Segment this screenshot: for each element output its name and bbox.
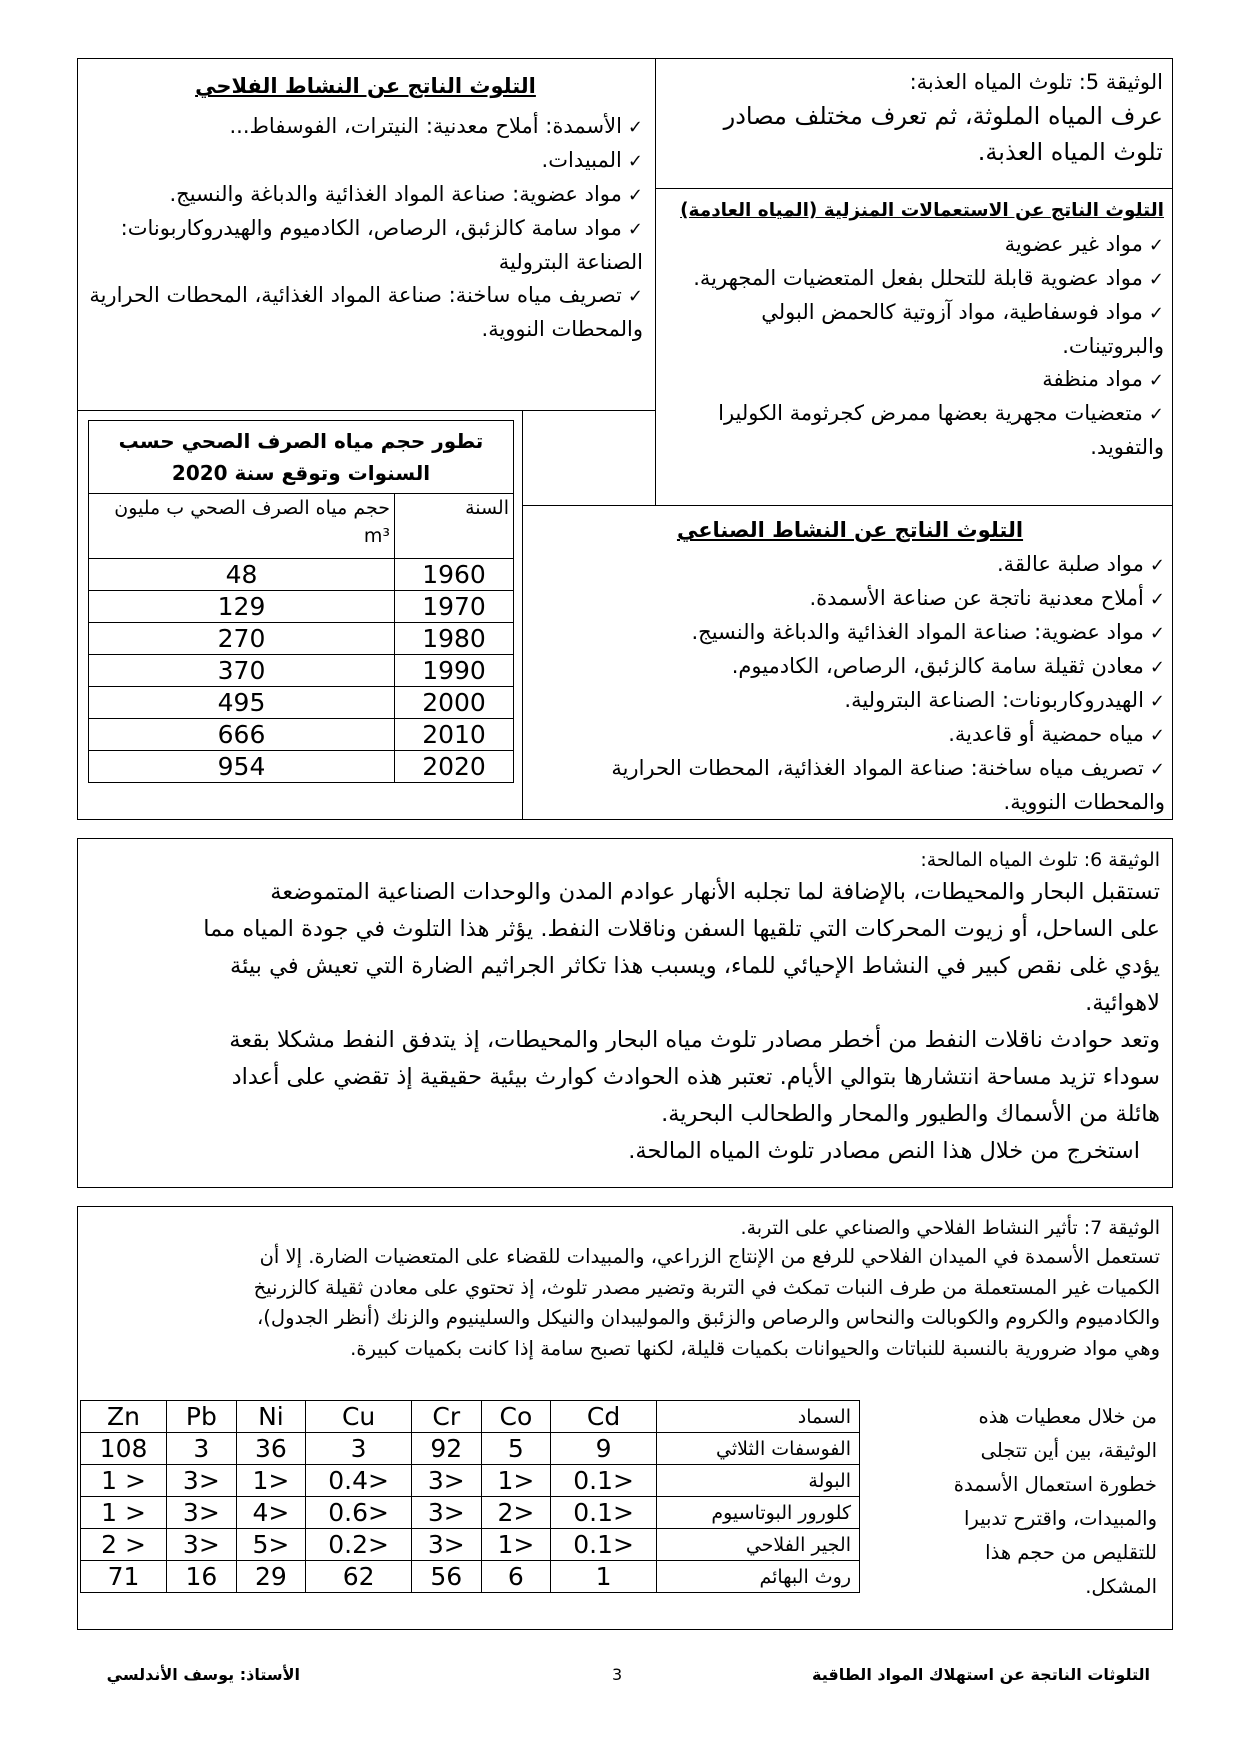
doc6-line: وتعد حوادث ناقلات النفط من أخطر مصادر تلوث مياه البحار والمحيطات، إذ يتدفق النفط مشكلا بقعة xyxy=(229,1027,1160,1053)
industrial-item: ✓معادن ثقيلة سامة كالزئبق، الرصاص، الكادميوم. xyxy=(731,654,1165,678)
check-icon: ✓ xyxy=(1148,269,1164,290)
table-row: 1960 48 xyxy=(89,559,514,591)
agri-list xyxy=(88,110,643,346)
table-row: 1 > 3> 1> 0.4> 3> 1> 0.1> البولة xyxy=(81,1465,860,1497)
col-year-header: السنة xyxy=(395,494,514,559)
table-row: 1980 270 xyxy=(89,623,514,655)
check-icon: ✓ xyxy=(1149,691,1165,712)
table-row: 1 > 3> 4> 0.6> 3> 2> 0.1> كلورور البوتاسيوم xyxy=(81,1497,860,1529)
metal-header: Pb xyxy=(167,1401,237,1433)
check-icon: ✓ xyxy=(1149,589,1165,610)
agri-item: ✓مواد سامة كالزئبق، الرصاص، الكادميوم والهيدروكاربونات: الصناعة البترولية xyxy=(120,216,643,274)
metal-header: Zn xyxy=(81,1401,167,1433)
check-icon: ✓ xyxy=(1148,404,1164,425)
doc7-line: الكميات غير المستعملة من طرف النبات تمكث في التربة وتضير مصدر تلوث، إذ تحتوي على معادن ثقيلة كالزرنيخ xyxy=(253,1275,1160,1299)
check-icon: ✓ xyxy=(627,185,643,206)
domestic-block xyxy=(664,194,1164,464)
doc6-line: سوداء تزيد مساحة انتشارها بتوالي الأيام. تعتبر هذه الحوادث كوارث بيئية حقيقية إذ تقضي على أعداد xyxy=(231,1064,1160,1090)
table-row: 2000 495 xyxy=(89,687,514,719)
check-icon: ✓ xyxy=(1148,235,1164,256)
doc7-line: وهي مواد ضرورية بالنسبة للنباتات والحيوانات بكميات قليلة، لكنها تصبح سامة إذا كانت بكميات كبيرة. xyxy=(350,1336,1160,1360)
check-icon: ✓ xyxy=(1148,370,1164,391)
industrial-item: ✓الهيدروكاربونات: الصناعة البترولية. xyxy=(844,688,1165,712)
divider-vertical-lower xyxy=(522,410,523,820)
check-icon: ✓ xyxy=(627,151,643,172)
doc6-line: على الساحل، أو زيوت المحركات التي تلقيها السفن وناقلات النفط. يؤثر هذا التلوث في جودة المياه مما xyxy=(203,916,1160,942)
doc6-block xyxy=(92,846,1160,1170)
table-row: 108 3 36 3 92 5 9 الفوسفات الثلاثي xyxy=(81,1433,860,1465)
check-icon: ✓ xyxy=(627,286,643,307)
doc5-question: عرف المياه الملوثة، ثم تعرف مختلف مصادر تلوث المياه العذبة. xyxy=(723,102,1163,166)
fertilizer-label: الجير الفلاحي xyxy=(657,1529,860,1561)
check-icon: ✓ xyxy=(1149,555,1165,576)
domestic-title: التلوث الناتج عن الاستعمالات المنزلية (المياه العادمة) xyxy=(680,200,1164,221)
fertilizer-metals-table xyxy=(80,1400,860,1593)
doc6-line: هائلة من الأسماك والطيور والمحار والطحالب البحرية. xyxy=(661,1101,1160,1127)
col-volume-header: حجم مياه الصرف الصحي ب مليون m³ xyxy=(89,494,395,559)
check-icon: ✓ xyxy=(1149,725,1165,746)
doc6-line: يؤدي غلى نقص كبير في النشاط الإحيائي للماء، ويسبب هذا تكاثر الجراثيم الضارة التي تعيش في بيئة xyxy=(230,953,1160,979)
table-row: 2 > 3> 5> 0.2> 3> 1> 0.1> الجير الفلاحي xyxy=(81,1529,860,1561)
divider-doc5 xyxy=(655,188,1173,189)
doc5-block xyxy=(668,66,1163,170)
check-icon: ✓ xyxy=(1149,623,1165,644)
domestic-item: ✓مواد فوسفاطية، مواد آزوتية كالحمض البولي والبروتينات. xyxy=(761,300,1164,358)
industrial-item: ✓مواد صلبة عالقة. xyxy=(997,552,1165,576)
industrial-item: ✓مياه حمضية أو قاعدية. xyxy=(948,722,1165,746)
metal-header: Co xyxy=(481,1401,551,1433)
industrial-title: التلوث الناتج عن النشاط الصناعي xyxy=(676,518,1024,542)
agri-item: ✓الأسمدة: أملاح معدنية: النيترات، الفوسفاط... xyxy=(229,114,643,138)
agri-item: ✓تصريف مياه ساخنة: صناعة المواد الغذائية، المحطات الحرارية والمحطات النووية. xyxy=(89,283,643,341)
industrial-block xyxy=(535,512,1165,819)
check-icon: ✓ xyxy=(1149,759,1165,780)
industrial-item: ✓مواد عضوية: صناعة المواد الغذائية والدباغة والنسيج. xyxy=(691,620,1165,644)
doc7-block xyxy=(92,1214,1160,1364)
check-icon: ✓ xyxy=(627,219,643,240)
metal-header: Cu xyxy=(306,1401,412,1433)
page-number: 3 xyxy=(612,1665,623,1684)
check-icon: ✓ xyxy=(1149,657,1165,678)
doc7-line: والكادميوم والكروم والكوبالت والنحاس والرصاص والزئبق والموليبدان والنيكل والسلينيوم والزنك (أنظر الجدول)، xyxy=(257,1306,1160,1329)
doc5-heading: الوثيقة 5: تلوث المياه العذبة: xyxy=(909,70,1163,94)
industrial-item: ✓أملاح معدنية ناتجة عن صناعة الأسمدة. xyxy=(809,586,1165,610)
domestic-item: ✓مواد عضوية قابلة للتحلل بفعل المتعضيات المجهرية. xyxy=(693,266,1164,290)
doc6-line: لاهوائية. xyxy=(1085,990,1160,1016)
table-header-row xyxy=(81,1401,860,1433)
agri-item: ✓المبيدات. xyxy=(541,148,643,172)
table-row: 2010 666 xyxy=(89,719,514,751)
fertilizer-label: الفوسفات الثلاثي xyxy=(657,1433,860,1465)
sewage-table xyxy=(88,493,514,783)
metal-header: Ni xyxy=(236,1401,306,1433)
sewage-table-block xyxy=(88,420,514,783)
check-icon: ✓ xyxy=(1148,303,1164,324)
footer-title: التلوثات الناتجة عن استهلاك المواد الطاقية xyxy=(812,1665,1150,1684)
table-row: 71 16 29 62 56 6 1 روث البهائم xyxy=(81,1561,860,1593)
agri-block xyxy=(88,66,643,346)
table-row: 1970 129 xyxy=(89,591,514,623)
doc6-heading: الوثيقة 6: تلوث المياه المالحة: xyxy=(920,849,1160,871)
doc7-heading: الوثيقة 7: تأثير النشاط الفلاحي والصناعي على التربة. xyxy=(740,1217,1160,1239)
table-row: 2020 954 xyxy=(89,751,514,783)
divider-domestic xyxy=(522,505,1173,506)
doc6-line: تستقبل البحار والمحيطات، بالإضافة لما تجلبه الأنهار عوادم المدن والوحدات الصناعية المتموضعة xyxy=(270,879,1160,905)
domestic-item: ✓مواد غير عضوية xyxy=(1004,232,1164,256)
fertilizer-label: كلورور البوتاسيوم xyxy=(657,1497,860,1529)
fertilizer-label: روث البهائم xyxy=(657,1561,860,1593)
doc7-line: تستعمل الأسمدة في الميدان الفلاحي للرفع من الإنتاج الزراعي، والمبيدات للقضاء على المتعضيات الضارة. إلا أن xyxy=(259,1245,1160,1268)
divider-vertical-upper xyxy=(655,58,656,506)
doc6-question: استخرج من خلال هذا النص مصادر تلوث المياه المالحة. xyxy=(628,1138,1140,1164)
table-header-row xyxy=(89,494,514,559)
industrial-item: ✓تصريف مياه ساخنة: صناعة المواد الغذائية، المحطات الحرارية والمحطات النووية. xyxy=(611,756,1165,814)
domestic-item: ✓متعضيات مجهرية بعضها ممرض كجرثومة الكوليرا والتفويد. xyxy=(718,401,1164,459)
domestic-list xyxy=(664,228,1164,464)
metal-header: Cd xyxy=(551,1401,657,1433)
agri-item: ✓مواد عضوية: صناعة المواد الغذائية والدباغة والنسيج. xyxy=(169,182,643,206)
metal-header: Cr xyxy=(412,1401,482,1433)
domestic-item: ✓مواد منظفة xyxy=(1042,367,1164,391)
agri-title: التلوث الناتج عن النشاط الفلاحي xyxy=(195,74,536,98)
footer-author: الأستاذ: يوسف الأندلسي xyxy=(106,1665,300,1684)
industrial-list xyxy=(535,548,1165,819)
sewage-table-title: تطور حجم مياه الصرف الصحي حسب السنوات وتوقع سنة 2020 xyxy=(88,420,514,493)
fertilizer-label: البولة xyxy=(657,1465,860,1497)
table-row: 1990 370 xyxy=(89,655,514,687)
divider-agri xyxy=(77,410,655,411)
check-icon: ✓ xyxy=(627,117,643,138)
doc7-question: من خلال معطيات هذه الوثيقة، بين أين تتجلى خطورة استعمال الأسمدة والمبيدات، واقترح تدبيرا للتقليص من حجم هذا المشكل. xyxy=(953,1405,1157,1598)
fertilizer-header: السماد xyxy=(657,1401,860,1433)
